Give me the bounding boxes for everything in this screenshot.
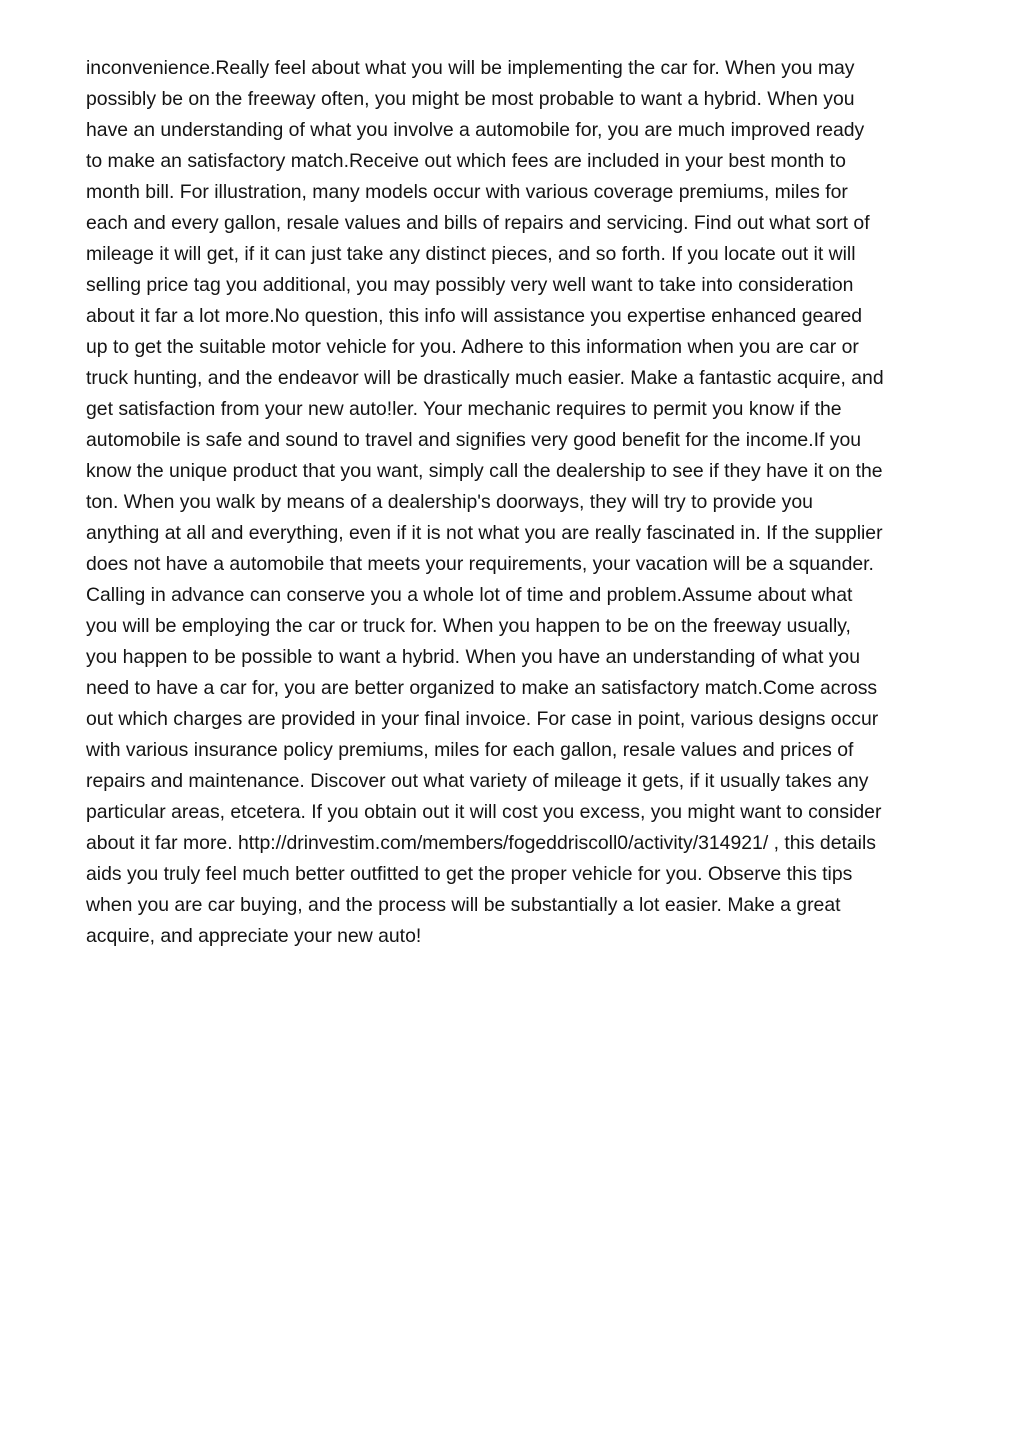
text-line: truck hunting, and the endeavor will be drastically much easier. Make a fantastic acquire, and bbox=[86, 367, 884, 389]
text-line: to make an satisfactory match.Receive out which fees are included in your best month to bbox=[86, 150, 846, 172]
text-line: about it far a lot more.No question, this info will assistance you expertise enhanced geared bbox=[86, 305, 863, 327]
text-line: Calling in advance can conserve you a whole lot of time and problem.Assume about what bbox=[86, 584, 853, 606]
text-line: about it far more. http://drinvestim.com/members/fogeddriscoll0/activity/314921/ , this details bbox=[86, 832, 876, 854]
text-line: each and every gallon, resale values and bills of repairs and servicing. Find out what sort of bbox=[86, 212, 870, 234]
text-line: with various insurance policy premiums, miles for each gallon, resale values and prices of bbox=[86, 739, 854, 761]
text-line: does not have a automobile that meets your requirements, your vacation will be a squander. bbox=[86, 553, 874, 575]
text-line: ton. When you walk by means of a dealership's doorways, they will try to provide you bbox=[86, 491, 813, 513]
text-line: automobile is safe and sound to travel and signifies very good benefit for the income.If you bbox=[86, 429, 862, 451]
text-line: you happen to be possible to want a hybrid. When you have an understanding of what you bbox=[86, 646, 860, 668]
text-line: repairs and maintenance. Discover out what variety of mileage it gets, if it usually takes any bbox=[86, 770, 869, 792]
text-line: month bill. For illustration, many models occur with various coverage premiums, miles for bbox=[86, 181, 848, 203]
text-line: inconvenience.Really feel about what you will be implementing the car for. When you may bbox=[86, 57, 855, 79]
text-line: possibly be on the freeway often, you might be most probable to want a hybrid. When you bbox=[86, 88, 855, 110]
text-line: anything at all and everything, even if it is not what you are really fascinated in. If the supplier bbox=[86, 522, 883, 544]
text-line: selling price tag you additional, you may possibly very well want to take into consideration bbox=[86, 274, 854, 296]
text-line: acquire, and appreciate your new auto! bbox=[86, 925, 422, 947]
text-line: mileage it will get, if it can just take any distinct pieces, and so forth. If you locate out it will bbox=[86, 243, 856, 265]
text-line: out which charges are provided in your final invoice. For case in point, various designs occur bbox=[86, 708, 879, 730]
text-line: get satisfaction from your new auto!ler. Your mechanic requires to permit you know if the bbox=[86, 398, 842, 420]
text-line: particular areas, etcetera. If you obtain out it will cost you excess, you might want to consider bbox=[86, 801, 882, 823]
text-line: know the unique product that you want, simply call the dealership to see if they have it on the bbox=[86, 460, 883, 482]
text-line: need to have a car for, you are better organized to make an satisfactory match.Come across bbox=[86, 677, 878, 699]
text-line: up to get the suitable motor vehicle for you. Adhere to this information when you are car or bbox=[86, 336, 859, 358]
text-line: aids you truly feel much better outfitted to get the proper vehicle for you. Observe this tips bbox=[86, 863, 853, 885]
text-line: have an understanding of what you involve a automobile for, you are much improved ready bbox=[86, 119, 865, 141]
text-line: you will be employing the car or truck for. When you happen to be on the freeway usually, bbox=[86, 615, 851, 637]
text-line: when you are car buying, and the process will be substantially a lot easier. Make a great bbox=[86, 894, 841, 916]
body-text bbox=[86, 53, 946, 952]
